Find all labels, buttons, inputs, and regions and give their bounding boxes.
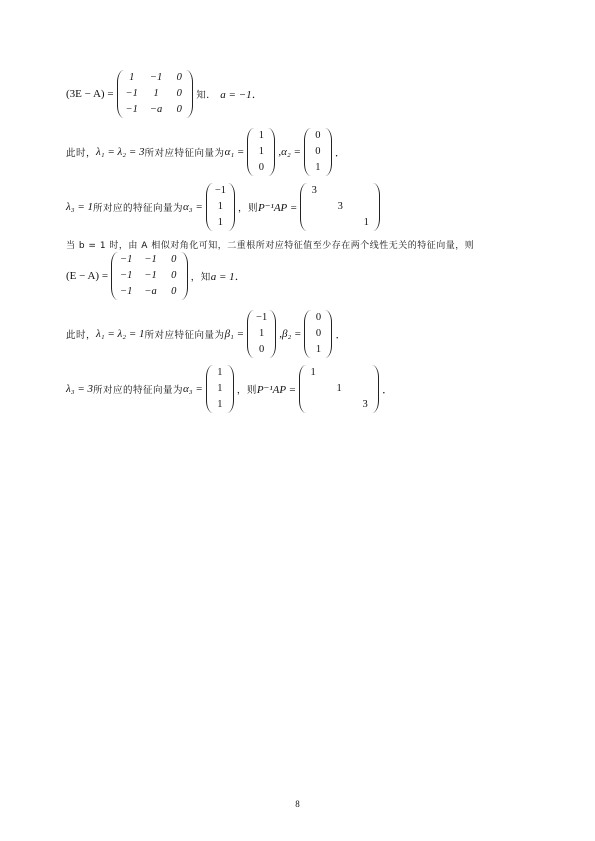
- text-eigenvector: 所对应特征向量为: [144, 330, 225, 341]
- equation-line-1: [66, 70, 263, 118]
- text-zhi: 知．: [196, 90, 217, 101]
- text-eigenvector: 所对应的特征向量为: [93, 203, 184, 214]
- vector-label-2: α₂ =: [281, 146, 301, 158]
- eigenvalue-expr: λ₁ = λ₂ = 1: [96, 328, 145, 340]
- eigenvalue-expr: λ₁ = λ₂ = 3: [96, 146, 145, 158]
- text-then: ，则: [236, 385, 257, 396]
- equation-line-7: λ₃ = 3 所对应的特征向量为 α₃ = 1 1 1 ，则 P⁻¹AP = 1 1 3 ．: [66, 365, 393, 413]
- equation-line-6: 此时， λ₁ = λ₂ = 1 所对应特征向量为 β₁ = −1 1 0 , β₂ = 0 0 1 ．: [66, 310, 346, 358]
- equation-lhs: (E − A) =: [66, 270, 109, 282]
- vector-alpha1: 1 1 0: [247, 128, 275, 176]
- vector-beta2: 0 0 1: [304, 310, 332, 358]
- result-a: a = 1．: [210, 271, 246, 283]
- vector-label-2: β₂ =: [281, 328, 302, 340]
- diag-label: P⁻¹AP =: [256, 383, 297, 396]
- diag-label: P⁻¹AP =: [258, 201, 298, 214]
- result-a: a = −1．: [220, 89, 263, 101]
- text-prefix: 此时，: [66, 148, 97, 159]
- vector-label: α₃ =: [183, 383, 203, 395]
- vector-label-1: β₁ =: [224, 328, 245, 340]
- text-line-4: [66, 238, 474, 251]
- matrix-e-minus-a: −1 −1 0 −1 −1 0 −1 −a 0: [111, 252, 188, 300]
- eigenvalue-expr: λ₃ = 3: [66, 383, 94, 395]
- equation-line-5: [66, 252, 246, 300]
- vector-beta1: −1 1 0: [247, 310, 276, 358]
- diagonal-matrix: 3 3 1: [300, 183, 380, 231]
- equation-line-2: 此时， λ₁ = λ₂ = 3 所对应特征向量为 α₁ = 1 1 0 , α₂ = 0 0 1 ．: [66, 128, 346, 176]
- text-zhi: ，知: [190, 272, 211, 283]
- text-eigenvector: 所对应特征向量为: [144, 148, 225, 159]
- matrix-3e-minus-a: [117, 70, 194, 118]
- equation-line-3: [66, 183, 383, 231]
- eigenvalue-expr: λ₃ = 1: [66, 201, 94, 213]
- page-number: 8: [295, 799, 300, 809]
- vector-label-1: α₁ =: [224, 146, 245, 158]
- vector-alpha2: 0 0 1: [304, 128, 332, 176]
- condition-text: 当 b = 1 时，由 A 相似对角化可知，二重根所对应特征值至少存在两个线性无关的特征向量，则: [66, 241, 475, 251]
- text-then: ，则: [237, 203, 258, 214]
- vector-alpha3: 1 1 1: [206, 365, 234, 413]
- text-eigenvector: 所对应的特征向量为: [93, 385, 184, 396]
- equation-lhs: (3E − A) =: [66, 88, 114, 100]
- text-prefix: 此时，: [66, 330, 97, 341]
- vector-label: α₃ =: [183, 201, 203, 213]
- vector-alpha3: −1 1 1: [206, 183, 235, 231]
- diagonal-matrix: 1 1 3: [299, 365, 379, 413]
- matrix-cells: 1 −1 0 −1 1 0 −1 −a 0: [125, 72, 182, 115]
